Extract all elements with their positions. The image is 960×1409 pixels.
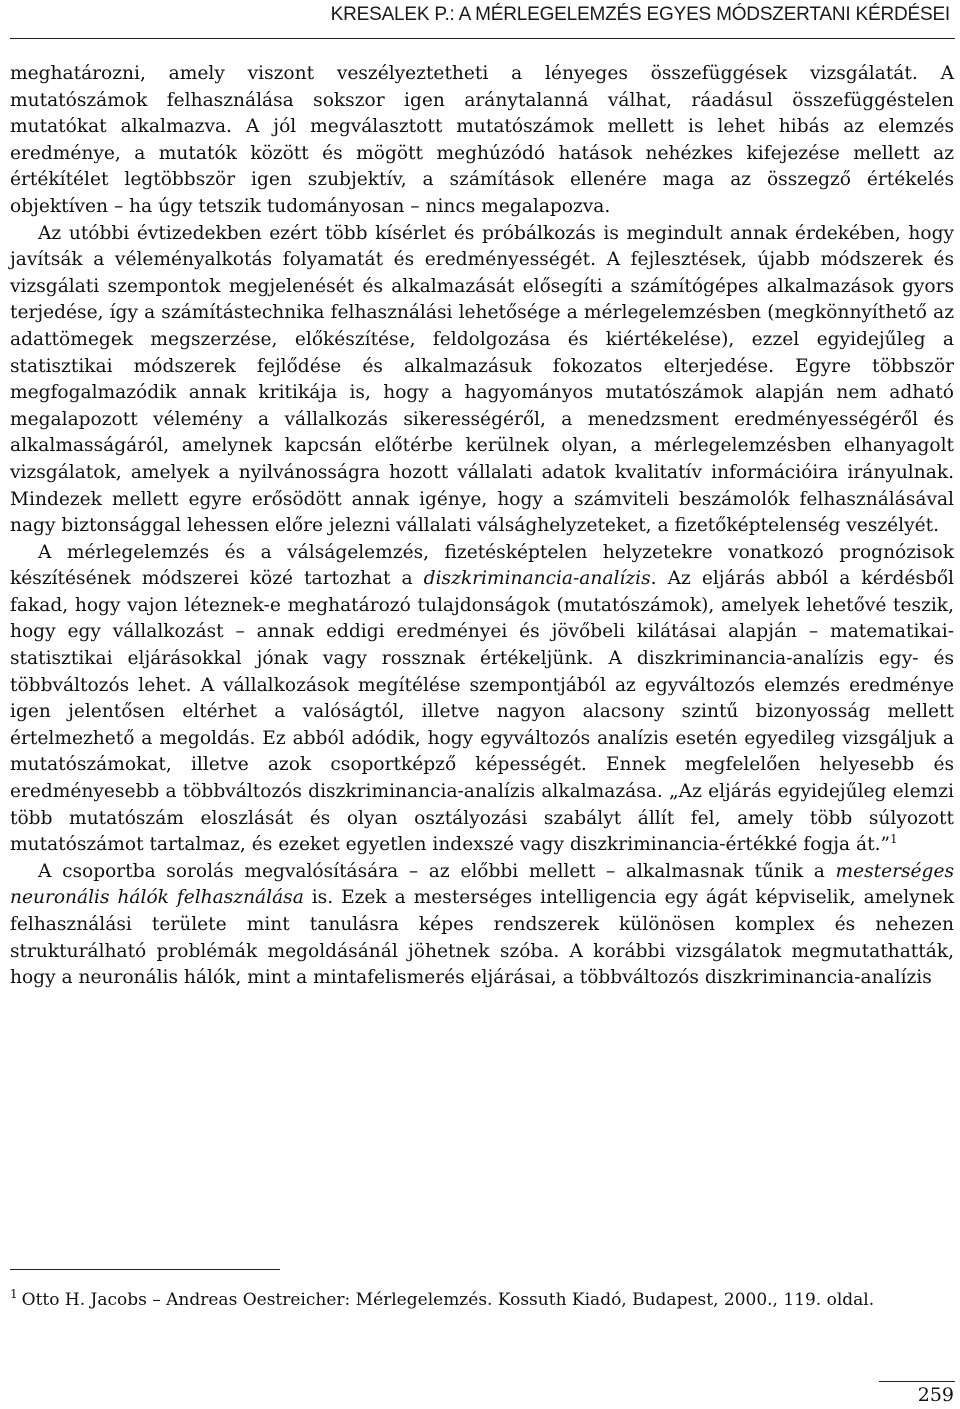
paragraph-4	[10, 859, 954, 992]
page-number: 259	[917, 1384, 954, 1406]
paragraph-2: Az utóbbi évtizedekben ezért több kísérlet és próbálkozás is megindult annak érdekében, hogy javítsák a véleményalkotás folyamatát és eredményességét. A fejlesztések, újabb módszerek és vizsgálati szempontok megjelenését és alkalmazását elősegíti a számítógépes alkalmazások gyors terjedése, így a számítástechnika felhasználási lehetősége a mérlegelemzésben (megkönnyíthető az adattömegek megszerzése, előkészítése, feldolgozása és kiértékelése), ezzel egyidejűleg a statisztikai módszerek fejlődése és alkalmazásuk fokozatos elterjedése. Egyre többször megfogalmazódik annak kritikája is, hogy a hagyományos mutatószámok alapján nem adható megalapozott vélemény a vállalkozás sikerességéről, a menedzsment eredményességéről és alkalmasságáról, amelynek kapcsán előtérbe kerülnek olyan, a mérlegelemzésben elhanyagolt vizsgálatok, amelyek a nyilvánosságra hozott vállalati adatok kvalitatív információira irányulnak. Mindezek mellett egyre erősödött annak igénye, hogy a számviteli beszámolók felhasználásával nagy biztonsággal lehessen előre jelezni vállalati válsághelyzeteket, a fizetőképtelenség veszélyét.	[10, 222, 954, 537]
paragraph-4-text-start: A csoportba sorolás megvalósítására – az előbbi mellett – alkalmasnak tűnik a	[38, 860, 836, 882]
footnote-rule	[10, 1269, 280, 1270]
paragraph-3-text-start: A mérlegelemzés és a válságelemzés, fizetésképtelen helyzetekre vonatkozó prognózisok készítésének módszerei közé tartozhat a	[10, 541, 954, 590]
term-neuronalis-halok: mesterséges neuronális hálók felhasználása	[10, 860, 954, 909]
footnote	[10, 1287, 950, 1314]
running-header: KRESALEK P.: A MÉRLEGELEMZÉS EGYES MÓDSZERTANI KÉRDÉSEI	[330, 4, 950, 25]
footnote-reference[interactable]: 1	[890, 832, 898, 847]
paragraph-3-text-end: . Az eljárás abból a kérdésből fakad, hogy vajon léteznek-e meghatározó tulajdonságok (mutatószámok), amelyek lehetővé teszik, hogy egy vállalkozást – annak eddigi eredményei és jövőbeli kilátásai alapján – matematikai-statisztikai eljárásokkal jónak vagy rossznak értékeljünk. A diszkriminancia-analízis egy- és többváltozós lehet. A vállalkozások megítélése szempontjából az egyváltozós elemzés eredménye igen jelentősen eltérhet a valóságtól, illetve nagyon alacsony szintű bizonyosság mellett értelmezhető a megoldás. Ez abból adódik, hogy egyváltozós analízis esetén egyedileg vizsgáljuk a mutatószámokat, illetve azok csoportképző képességét. Ennek megfelelően helyesebb és eredményesebb a többváltozós diszkriminancia-analízis alkalmazása. „Az eljárás egyidejűleg elemzi több mutatószám eloszlását és olyan osztályozási szabályt állít fel, amely több súlyozott mutatószámot tartalmaz, és ezeket egyetlen indexszé vagy diszkriminancia-értékké fogja át.”	[10, 568, 954, 856]
paragraph-3	[10, 540, 954, 859]
footnote-text: Otto H. Jacobs – Andreas Oestreicher: Mérlegelemzés. Kossuth Kiadó, Budapest, 2000., 119. oldal.	[21, 1290, 875, 1310]
footnote-marker: 1	[10, 1287, 18, 1302]
paragraph-4-text-end: is. Ezek a mesterséges intelligencia egy ágát képviselik, amelynek felhasználási területe mint tanulásra képes rendszerek különösen komplex és nehezen strukturálható problémák megoldásánál jöhetnek szóba. A korábbi vizsgálatok megmutathatták, hogy a neuronális hálók, mint a mintafelismerés eljárásai, a többváltozós diszkriminancia-analízis	[10, 887, 954, 989]
paragraph-1: meghatározni, amely viszont veszélyeztetheti a lényeges összefüggések vizsgálatát. A mutatószámok felhasználása sokszor igen aránytalanná válhat, ráadásul összefüggéstelen mutatókat alkalmazva. A jól megválasztott mutatószámok mellett is lehet hibás az elemzés eredménye, a mutatók között és mögött meghúzódó hatások nehézkes kifejezése mellett az értékítélet legtöbbször igen szubjektív, a számítások ellenére maga az összegző értékelés objektíven – ha úgy tetszik tudományosan – nincs megalapozva.	[10, 63, 954, 217]
term-diszkriminancia-analizis: diszkriminancia-analízis	[423, 568, 651, 590]
header-rule	[10, 38, 955, 39]
body-text	[10, 61, 954, 992]
